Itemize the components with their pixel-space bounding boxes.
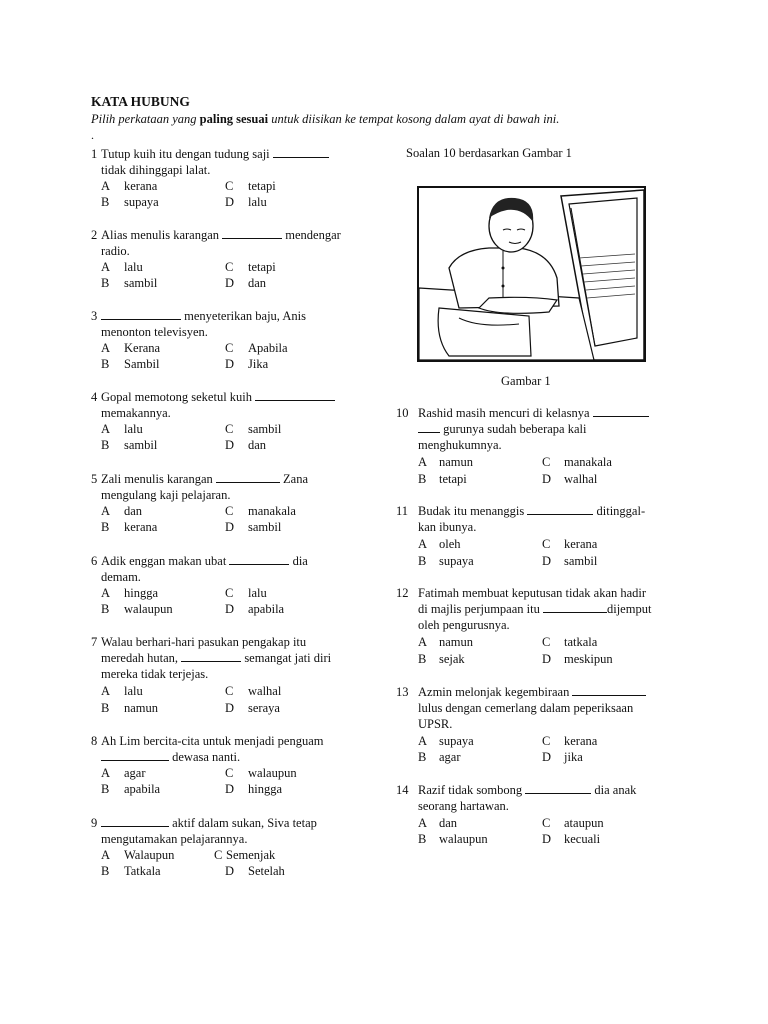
option-a[interactable]: namun <box>439 635 474 649</box>
option-letter: C <box>542 734 551 748</box>
option-letter: A <box>101 260 111 274</box>
option-letter: D <box>225 864 235 878</box>
option-letter: A <box>418 455 428 469</box>
question-number: 14 <box>396 783 409 797</box>
option-letter: B <box>101 701 110 715</box>
option-letter: B <box>418 832 427 846</box>
blank[interactable] <box>527 503 593 515</box>
question-number: 2 <box>91 228 98 242</box>
question-text: Gopal memotong seketul kuih <box>101 389 335 405</box>
option-a[interactable]: dan <box>124 504 143 518</box>
option-d[interactable]: Setelah <box>248 864 285 878</box>
question-number: 12 <box>396 586 409 600</box>
option-letter: A <box>101 341 111 355</box>
option-letter: C <box>542 816 551 830</box>
option-letter: D <box>225 195 235 209</box>
option-letter: C <box>225 684 234 698</box>
question-text: oleh pengurusnya. <box>418 618 510 632</box>
option-a[interactable]: kerana <box>124 179 158 193</box>
option-letter: C <box>225 766 234 780</box>
option-letter: C <box>214 848 223 862</box>
blank[interactable] <box>255 389 335 401</box>
question-7 <box>91 634 371 720</box>
option-a[interactable]: supaya <box>439 734 474 748</box>
question-number: 4 <box>91 390 98 404</box>
option-b[interactable]: Tatkala <box>124 864 161 878</box>
question-text: Rashid masih mencuri di kelasnya <box>418 405 649 421</box>
option-letter: B <box>101 195 110 209</box>
option-d[interactable]: jika <box>564 750 583 764</box>
option-d[interactable]: sambil <box>564 554 598 568</box>
blank[interactable] <box>101 308 181 320</box>
option-letter: C <box>225 179 234 193</box>
option-b[interactable]: sejak <box>439 652 465 666</box>
blank[interactable] <box>216 471 280 483</box>
question-text: Tutup kuih itu dengan tudung saji <box>101 146 329 162</box>
blank[interactable] <box>273 146 329 158</box>
option-c[interactable]: kerana <box>564 734 598 748</box>
boy-at-window-illustration <box>419 188 644 360</box>
option-b[interactable]: agar <box>439 750 461 764</box>
question-text: radio. <box>101 244 130 258</box>
dot-mark: . <box>91 128 94 142</box>
question-text: mereka tidak terjejas. <box>101 667 209 681</box>
question-number: 13 <box>396 685 409 699</box>
question-3 <box>91 308 371 378</box>
option-letter: C <box>225 260 234 274</box>
instruction-text: Pilih perkataan yang <box>91 112 200 126</box>
option-a[interactable]: dan <box>439 816 458 830</box>
blank[interactable] <box>418 421 440 433</box>
blank[interactable] <box>572 684 646 696</box>
option-letter: A <box>418 816 428 830</box>
option-letter: C <box>225 422 234 436</box>
option-letter: C <box>225 504 234 518</box>
question-12 <box>396 585 696 671</box>
option-c[interactable]: walaupun <box>248 766 297 780</box>
question-9 <box>91 815 371 885</box>
option-c[interactable]: lalu <box>248 586 267 600</box>
question-text: lulus dengan cemerlang dalam peperiksaan <box>418 701 634 715</box>
question-text: meredah hutan, semangat jati diri <box>101 651 332 665</box>
question-text: menonton televisyen. <box>101 325 208 339</box>
option-b[interactable]: supaya <box>439 554 474 568</box>
blank[interactable] <box>229 553 289 565</box>
instruction <box>91 112 559 127</box>
option-letter: C <box>542 635 551 649</box>
option-letter: D <box>542 652 552 666</box>
option-d[interactable]: kecuali <box>564 832 601 846</box>
option-c[interactable]: Apabila <box>248 341 288 355</box>
question-10 <box>396 405 686 491</box>
option-c[interactable]: sambil <box>248 422 282 436</box>
option-letter: D <box>225 701 235 715</box>
question-text: menghukumnya. <box>418 438 502 452</box>
option-letter: D <box>225 276 235 290</box>
option-a[interactable]: hingga <box>124 586 159 600</box>
option-d[interactable]: hingga <box>248 782 283 796</box>
option-d[interactable]: sambil <box>248 520 282 534</box>
option-d[interactable]: dan <box>248 438 267 452</box>
question-number: 6 <box>91 554 98 568</box>
question-13 <box>396 684 696 770</box>
option-c[interactable]: walhal <box>248 684 282 698</box>
question-number: 5 <box>91 472 98 486</box>
figure-caption: Gambar 1 <box>501 374 551 388</box>
instruction-text: untuk diisikan ke tempat kosong dalam ayat di bawah ini. <box>268 112 560 126</box>
option-a[interactable]: oleh <box>439 537 461 551</box>
blank[interactable] <box>222 227 282 239</box>
question-text: kan ibunya. <box>418 520 477 534</box>
option-letter: B <box>418 554 427 568</box>
option-letter: A <box>101 684 111 698</box>
question-text: Budak itu menanggis ditinggal- <box>418 504 646 518</box>
option-b[interactable]: tetapi <box>439 472 467 486</box>
blank[interactable] <box>181 650 241 662</box>
option-letter: D <box>542 472 552 486</box>
question-number: 1 <box>91 147 98 161</box>
question-number: 8 <box>91 734 98 748</box>
option-letter: A <box>101 179 111 193</box>
question-text: dewasa nanti. <box>101 749 240 765</box>
question-text: UPSR. <box>418 717 453 731</box>
option-letter: D <box>542 832 552 846</box>
question-text: Walau berhari-hari pasukan pengakap itu <box>101 635 307 649</box>
blank[interactable] <box>543 601 607 613</box>
option-letter: B <box>101 276 110 290</box>
question-14 <box>396 782 686 852</box>
option-c[interactable]: ataupun <box>564 816 604 830</box>
question-number: 7 <box>91 635 98 649</box>
option-c[interactable]: tatkala <box>564 635 598 649</box>
option-letter: A <box>101 422 111 436</box>
question-text: menyeterikan baju, Anis <box>101 308 306 324</box>
option-d[interactable]: apabila <box>248 602 285 616</box>
worksheet-title: KATA HUBUNG <box>91 94 190 109</box>
question-8 <box>91 733 371 803</box>
option-letter: A <box>418 734 428 748</box>
option-c[interactable]: tetapi <box>248 179 276 193</box>
question-number: 3 <box>91 309 98 323</box>
option-letter: A <box>101 848 111 862</box>
blank[interactable] <box>525 782 591 794</box>
option-b[interactable]: walaupun <box>124 602 173 616</box>
option-letter: A <box>418 537 428 551</box>
option-letter: D <box>225 782 235 796</box>
question-text: di majlis perjumpaan itu dijemput <box>418 602 652 616</box>
question-2 <box>91 227 371 297</box>
option-b[interactable]: kerana <box>124 520 158 534</box>
option-d[interactable]: seraya <box>248 701 280 715</box>
option-letter: A <box>418 635 428 649</box>
option-letter: B <box>101 438 110 452</box>
option-c[interactable]: kerana <box>564 537 598 551</box>
option-letter: B <box>101 602 110 616</box>
option-letter: C <box>225 586 234 600</box>
question-text: Adik enggan makan ubat dia <box>101 554 308 568</box>
question-text: tidak dihinggapi lalat. <box>101 163 211 177</box>
option-b[interactable]: sambil <box>124 438 158 452</box>
option-letter: B <box>418 652 427 666</box>
question-text: Zali menulis karangan Zana <box>101 472 309 486</box>
option-letter: A <box>101 766 111 780</box>
question-number: 10 <box>396 406 409 420</box>
option-letter: B <box>418 472 427 486</box>
figure-reference-note: Soalan 10 berdasarkan Gambar 1 <box>406 146 572 160</box>
figure-1-illustration <box>417 186 646 362</box>
question-text: memakannya. <box>101 406 171 420</box>
question-text: Ah Lim bercita-cita untuk menjadi penguam <box>101 734 324 748</box>
option-letter: D <box>225 520 235 534</box>
option-letter: B <box>101 520 110 534</box>
option-a[interactable]: namun <box>439 455 474 469</box>
option-c[interactable]: manakala <box>248 504 296 518</box>
option-letter: C <box>225 341 234 355</box>
instruction-text: paling sesuai <box>199 112 269 126</box>
question-1 <box>91 146 371 216</box>
option-letter: B <box>101 864 110 878</box>
blank[interactable] <box>593 405 649 417</box>
question-text: demam. <box>101 570 141 584</box>
option-letter: B <box>101 357 110 371</box>
option-letter: D <box>542 554 552 568</box>
option-letter: D <box>542 750 552 764</box>
option-b[interactable]: sambil <box>124 276 158 290</box>
option-c[interactable]: tetapi <box>248 260 276 274</box>
question-5 <box>91 471 371 541</box>
question-text: mengutamakan pelajarannya. <box>101 832 248 846</box>
option-letter: A <box>101 586 111 600</box>
question-text: gurunya sudah beberapa kali <box>418 421 586 437</box>
option-b[interactable]: supaya <box>124 195 159 209</box>
question-text: seorang hartawan. <box>418 799 509 813</box>
question-4 <box>91 389 371 459</box>
option-a[interactable]: lalu <box>124 422 143 436</box>
question-text: Alias menulis karangan mendengar <box>101 228 341 242</box>
option-letter: D <box>225 602 235 616</box>
question-number: 9 <box>91 816 98 830</box>
option-d[interactable]: dan <box>248 276 267 290</box>
question-text: Fatimah membuat keputusan tidak akan hadir <box>418 586 647 600</box>
option-b[interactable]: Sambil <box>124 357 160 371</box>
option-c[interactable]: manakala <box>564 455 612 469</box>
option-d[interactable]: walhal <box>564 472 598 486</box>
option-c[interactable]: Semenjak <box>226 848 276 862</box>
option-d[interactable]: meskipun <box>564 652 613 666</box>
question-text: aktif dalam sukan, Siva tetap <box>101 815 317 831</box>
option-letter: B <box>418 750 427 764</box>
question-text: Razif tidak sombong dia anak <box>418 783 637 797</box>
option-b[interactable]: walaupun <box>439 832 488 846</box>
option-letter: C <box>542 455 551 469</box>
question-11 <box>396 503 686 573</box>
question-number: 11 <box>396 504 409 518</box>
blank[interactable] <box>101 815 169 827</box>
option-letter: D <box>225 357 235 371</box>
blank[interactable] <box>101 749 169 761</box>
option-b[interactable]: apabila <box>124 782 161 796</box>
option-b[interactable]: namun <box>124 701 159 715</box>
option-d[interactable]: Jika <box>248 357 269 371</box>
option-letter: C <box>542 537 551 551</box>
question-text: Azmin melonjak kegembiraan <box>418 684 646 700</box>
question-text: mengulang kaji pelajaran. <box>101 488 231 502</box>
option-letter: A <box>101 504 111 518</box>
option-a[interactable]: lalu <box>124 684 143 698</box>
option-a[interactable]: Kerana <box>124 341 161 355</box>
option-a[interactable]: agar <box>124 766 146 780</box>
question-6 <box>91 553 371 623</box>
option-a[interactable]: Walaupun <box>124 848 175 862</box>
option-letter: D <box>225 438 235 452</box>
option-d[interactable]: lalu <box>248 195 267 209</box>
option-letter: B <box>101 782 110 796</box>
option-a[interactable]: lalu <box>124 260 143 274</box>
